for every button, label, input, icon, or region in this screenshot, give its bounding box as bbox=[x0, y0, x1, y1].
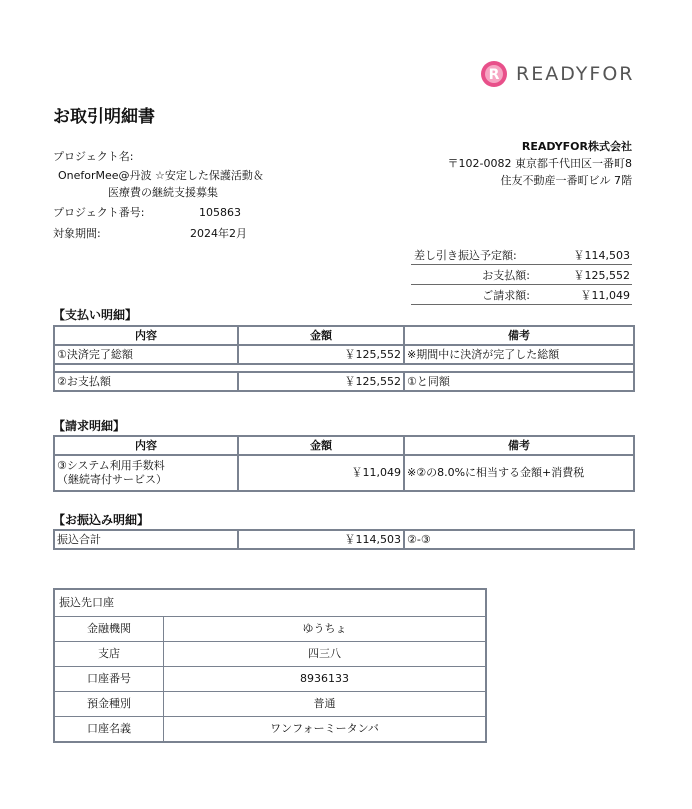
bank-value: 8936133 bbox=[300, 672, 349, 685]
table-row bbox=[54, 372, 634, 391]
summary-row bbox=[411, 245, 632, 265]
bank-account-title: 振込先口座 bbox=[55, 590, 485, 617]
table-row bbox=[54, 455, 634, 491]
summary-value: ￥11,049 bbox=[580, 288, 630, 302]
bank-row bbox=[55, 642, 485, 667]
readyfor-logo bbox=[480, 60, 635, 88]
bank-label: 口座名義 bbox=[55, 717, 164, 741]
bank-label: 支店 bbox=[55, 642, 164, 666]
cell-note: ②-③ bbox=[404, 530, 634, 549]
summary-label: ご請求額: bbox=[482, 288, 530, 302]
table-row bbox=[54, 345, 634, 364]
header-note: 備考 bbox=[404, 436, 634, 455]
bank-row bbox=[55, 667, 485, 692]
bank-value: ワンフォーミータンバ bbox=[270, 722, 379, 735]
cell-amount: ￥11,049 bbox=[238, 455, 404, 491]
cell-item-line1: ③システム利用手数料 bbox=[57, 459, 165, 472]
summary-value: ￥114,503 bbox=[573, 248, 630, 262]
transfer-table bbox=[53, 529, 635, 550]
bank-label: 預金種別 bbox=[55, 692, 164, 716]
header-content: 内容 bbox=[54, 326, 238, 345]
bank-label: 金融機関 bbox=[55, 617, 164, 641]
summary-box bbox=[411, 245, 632, 305]
project-number-label: プロジェクト番号: bbox=[53, 206, 145, 219]
cell-item: ①決済完了総額 bbox=[54, 345, 238, 364]
cell-item-line2: （継続寄付サービス） bbox=[57, 473, 167, 486]
cell-item: 振込合計 bbox=[54, 530, 238, 549]
company-info bbox=[448, 138, 632, 189]
company-address-line1: 〒102-0082 東京都千代田区一番町8 bbox=[447, 157, 632, 170]
header-amount: 金額 bbox=[238, 436, 404, 455]
bank-value: ゆうちょ bbox=[302, 622, 347, 635]
billing-table bbox=[53, 435, 635, 492]
bank-row bbox=[55, 717, 485, 741]
project-name-line1: OneforMee@丹波 ☆安定した保護活動＆ bbox=[58, 169, 264, 182]
bank-row bbox=[55, 617, 485, 642]
cell-note: ※②の8.0%に相当する金額+消費税 bbox=[404, 455, 634, 491]
company-name: READYFOR株式会社 bbox=[521, 140, 632, 153]
header-note: 備考 bbox=[404, 326, 634, 345]
svg-text:R: R bbox=[488, 67, 500, 83]
bank-value: 普通 bbox=[313, 697, 336, 710]
header-content: 内容 bbox=[54, 436, 238, 455]
project-name-line2: 医療費の継続支援募集 bbox=[108, 186, 218, 199]
period-label: 対象期間: bbox=[53, 227, 101, 240]
header-amount: 金額 bbox=[238, 326, 404, 345]
project-name-label: プロジェクト名: bbox=[53, 150, 134, 163]
billing-section-title: 【請求明細】 bbox=[53, 419, 126, 433]
summary-row bbox=[411, 265, 632, 285]
spacer-cell bbox=[54, 364, 634, 372]
cell-note: ※期間中に決済が完了した総額 bbox=[404, 345, 634, 364]
table-header-row bbox=[54, 436, 634, 455]
logo-text: READYFOR bbox=[516, 63, 635, 85]
cell-item bbox=[54, 455, 238, 491]
cell-item: ②お支払額 bbox=[54, 372, 238, 391]
bank-account-box bbox=[53, 588, 487, 743]
cell-amount: ￥125,552 bbox=[238, 372, 404, 391]
table-header-row bbox=[54, 326, 634, 345]
project-number-value: 105863 bbox=[199, 206, 241, 219]
summary-value: ￥125,552 bbox=[573, 268, 630, 282]
company-address-line2: 住友不動産一番町ビル 7階 bbox=[500, 174, 632, 187]
period-value: 2024年2月 bbox=[190, 227, 247, 240]
cell-amount: ￥114,503 bbox=[238, 530, 404, 549]
bank-value: 四三八 bbox=[308, 647, 341, 660]
cell-note: ①と同額 bbox=[404, 372, 634, 391]
readyfor-logo-icon bbox=[480, 60, 508, 88]
cell-amount: ￥125,552 bbox=[238, 345, 404, 364]
payment-table bbox=[53, 325, 635, 392]
summary-label: 差し引き振込予定額: bbox=[414, 248, 517, 262]
summary-label: お支払額: bbox=[482, 268, 530, 282]
bank-label: 口座番号 bbox=[55, 667, 164, 691]
transfer-section-title: 【お振込み明細】 bbox=[53, 513, 150, 527]
summary-row bbox=[411, 285, 632, 305]
spacer-row bbox=[54, 364, 634, 372]
bank-row bbox=[55, 692, 485, 717]
payment-section-title: 【支払い明細】 bbox=[53, 308, 138, 322]
table-row bbox=[54, 530, 634, 549]
document-title: お取引明細書 bbox=[53, 107, 155, 127]
